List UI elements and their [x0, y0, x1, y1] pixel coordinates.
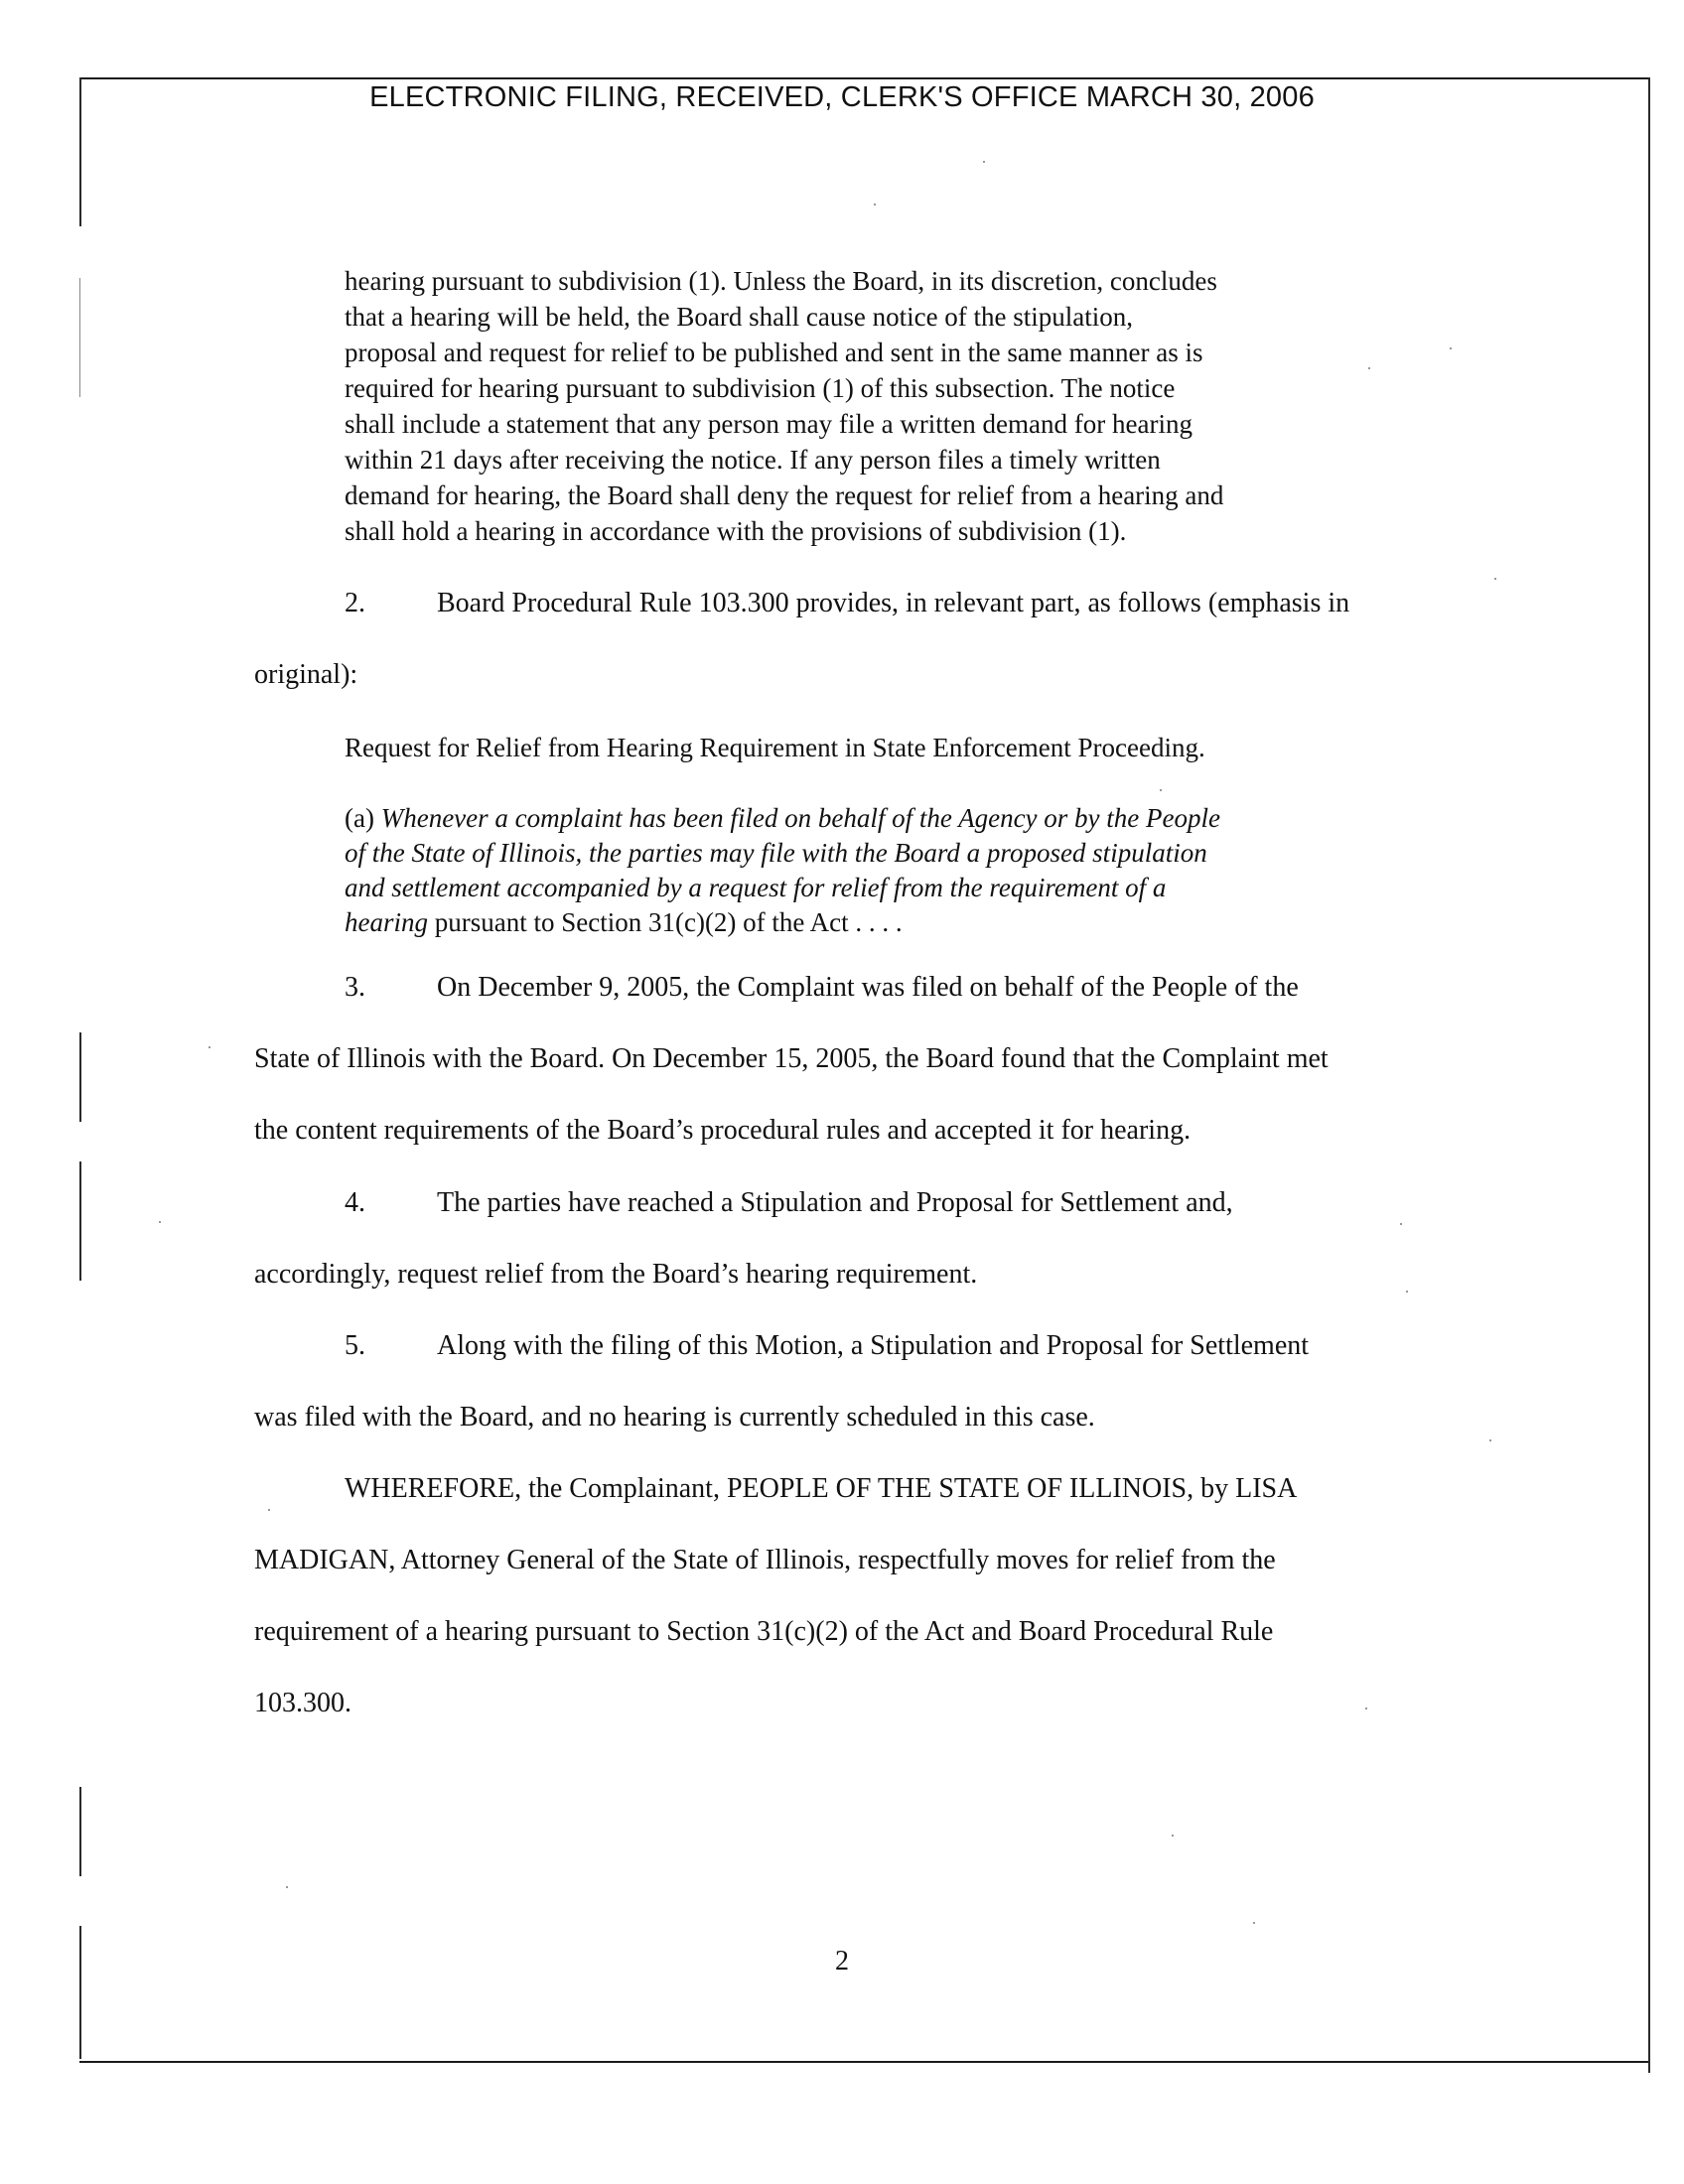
wherefore-line-4: 103.300.	[254, 1688, 351, 1718]
paragraph-2-line-2: original):	[254, 659, 358, 690]
scan-speck	[1406, 1291, 1408, 1293]
quote-line: hearing pursuant to subdivision (1). Unless the Board, in its discretion, concludes	[345, 266, 1217, 296]
paragraph-3-line-1	[345, 970, 1299, 1006]
rule-quote-italic: hearing	[345, 907, 428, 937]
paragraph-4-line-1	[345, 1185, 1233, 1221]
scan-speck	[286, 1886, 288, 1888]
rule-quote-italic: Whenever a complaint has been filed on behalf of the Agency or by the People	[380, 803, 1220, 833]
page-number: 2	[835, 1946, 849, 1977]
scan-speck	[1450, 347, 1452, 349]
scan-speck	[1172, 1835, 1174, 1837]
quote-line: required for hearing pursuant to subdivision (1) of this subsection. The notice	[345, 373, 1176, 403]
paragraph-number: 3.	[345, 972, 365, 1003]
paragraph-text: The parties have reached a Stipulation and Proposal for Settlement and,	[437, 1187, 1233, 1218]
scan-speck	[1400, 1223, 1402, 1225]
quote-line: that a hearing will be held, the Board shall cause notice of the stipulation,	[345, 302, 1134, 332]
statute-quote	[345, 263, 1377, 549]
paragraph-text: Board Procedural Rule 103.300 provides, in relevant part, as follows (emphasis in	[437, 588, 1350, 618]
scan-speck	[1365, 1707, 1367, 1709]
rule-quote-italic: of the State of Illinois, the parties may file with the Board a proposed stipulation	[345, 838, 1207, 868]
frame-left-mark-4	[79, 1161, 81, 1281]
paragraph-2-line-1	[345, 586, 1349, 621]
paragraph-4-line-2: accordingly, request relief from the Board’s hearing requirement.	[254, 1259, 978, 1290]
paragraph-5-line-1	[345, 1328, 1309, 1364]
quote-line: proposal and request for relief to be published and sent in the same manner as is	[345, 338, 1203, 367]
rule-quote-italic: and settlement accompanied by a request for relief from the requirement of a	[345, 873, 1167, 902]
scan-speck	[1368, 367, 1370, 369]
wherefore-line-1: WHEREFORE, the Complainant, PEOPLE OF THE STATE OF ILLINOIS, by LISA	[345, 1473, 1298, 1504]
rule-quote-line-1	[345, 801, 1377, 836]
scan-speck	[1160, 789, 1162, 791]
paragraph-3-line-2: State of Illinois with the Board. On December 15, 2005, the Board found that the Complaint met	[254, 1043, 1329, 1074]
scan-speck	[209, 1046, 210, 1048]
frame-left-mark-3	[79, 1032, 81, 1122]
paragraph-text: Along with the filing of this Motion, a Stipulation and Proposal for Settlement	[437, 1330, 1310, 1361]
rule-heading: Request for Relief from Hearing Requirement in State Enforcement Proceeding.	[345, 733, 1205, 762]
scan-speck	[1253, 1922, 1255, 1924]
paragraph-5-line-2: was filed with the Board, and no hearing is currently scheduled in this case.	[254, 1402, 1095, 1433]
paragraph-3-line-3: the content requirements of the Board’s procedural rules and accepted it for hearing.	[254, 1115, 1192, 1146]
rule-quote-rest: pursuant to Section 31(c)(2) of the Act . . . .	[428, 907, 903, 937]
paragraph-number: 4.	[345, 1187, 365, 1218]
filing-stamp: ELECTRONIC FILING, RECEIVED, CLERK'S OFFICE MARCH 30, 2006	[369, 81, 1315, 113]
scan-speck	[268, 1509, 270, 1511]
frame-left-mark-5	[79, 1787, 81, 1876]
wherefore-line-3: requirement of a hearing pursuant to Section 31(c)(2) of the Act and Board Procedural Rule	[254, 1616, 1274, 1647]
rule-quote-prefix: (a)	[345, 803, 381, 833]
quote-line: shall include a statement that any person may file a written demand for hearing	[345, 409, 1193, 439]
quote-line: demand for hearing, the Board shall deny the request for relief from a hearing and	[345, 480, 1224, 510]
rule-quote-line-4	[345, 905, 1377, 940]
scan-speck	[1494, 578, 1496, 580]
paragraph-number: 2.	[345, 588, 365, 618]
frame-right-edge	[1648, 77, 1650, 2073]
quote-line: within 21 days after receiving the notice. If any person files a timely written	[345, 445, 1161, 475]
rule-quote-line-2	[345, 836, 1377, 871]
paragraph-text: On December 9, 2005, the Complaint was filed on behalf of the People of the	[437, 972, 1299, 1003]
wherefore-line-2: MADIGAN, Attorney General of the State of Illinois, respectfully moves for relief from the	[254, 1545, 1276, 1575]
scan-speck	[159, 1221, 161, 1223]
rule-quote-line-3	[345, 871, 1377, 905]
frame-left-mark-2	[79, 278, 80, 397]
paragraph-number: 5.	[345, 1330, 365, 1361]
scan-speck	[874, 204, 876, 205]
scan-speck	[983, 161, 985, 163]
scan-speck	[1489, 1439, 1491, 1441]
quote-line: shall hold a hearing in accordance with the provisions of subdivision (1).	[345, 516, 1127, 546]
rule-quote	[345, 801, 1377, 940]
